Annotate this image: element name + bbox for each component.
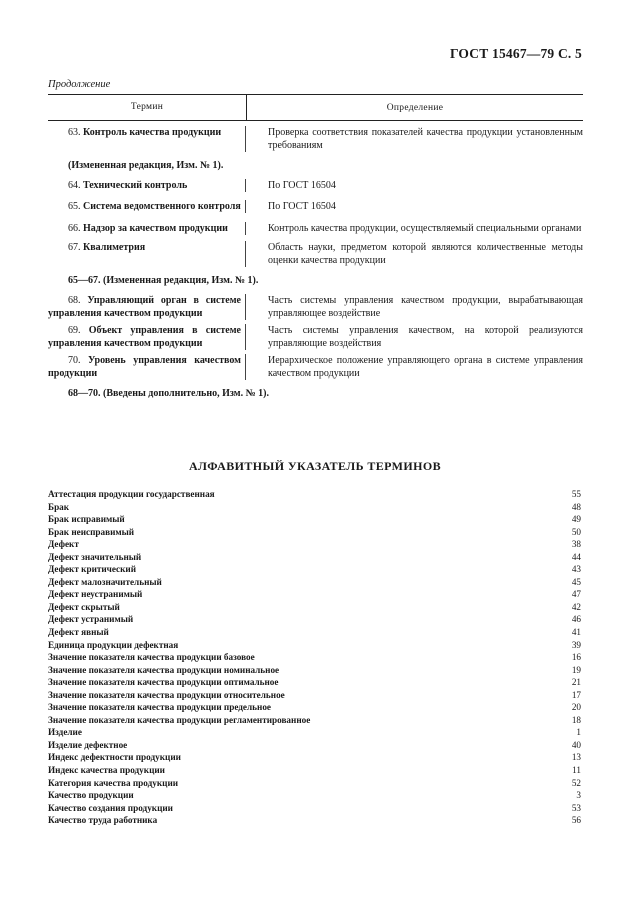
column-header-definition: Определение [386,102,444,113]
index-page-number: 16 [571,652,581,663]
index-entry [48,764,581,777]
index-page-number: 17 [571,689,581,700]
page-header: ГОСТ 15467—79 С. 5 [449,46,582,61]
index-page-number: 21 [571,677,581,688]
table-row [48,222,583,235]
index-term: Единица продукции дефектная [48,639,179,650]
term-text: Надзор за качеством продукции [83,223,228,234]
index-page-number: 18 [571,714,581,725]
index-page-number: 52 [571,777,581,788]
term-cell [48,200,246,213]
term-cell [48,179,246,192]
index-page-number: 55 [571,489,581,499]
term-number: 64. [68,180,81,191]
index-entry [48,513,581,526]
table-row [48,241,583,267]
continuation-label: Продолжение [48,79,111,90]
index-entry [48,789,581,802]
definition-cell: Часть системы управления качеством, на которой реализуются управляющие воздействия [268,325,583,349]
index-term: Индекс дефектности продукции [48,752,181,763]
term-text: Система ведомственного контроля [83,201,241,212]
index-term: Дефект критический [48,564,136,575]
index-page-number: 53 [571,802,581,813]
index-term: Изделие дефектное [48,739,128,750]
index-entry [48,501,581,514]
amendment-note: 65—67. (Измененная редакция, Изм. № 1). [68,275,259,286]
index-entry [48,488,581,501]
index-term: Дефект малозначительный [48,576,162,587]
term-number: 63. [68,127,81,138]
index-page-number: 56 [571,815,581,826]
term-text: Объект управления в системе управления качеством продукции [48,325,241,349]
index-page-number: 39 [571,639,581,650]
index-entry [48,563,581,576]
index-page-number: 47 [571,589,581,600]
index-term: Качество продукции [48,790,134,801]
index-entry [48,726,581,739]
index-entry [48,526,581,539]
index-entry [48,551,581,564]
index-page-number: 43 [571,564,581,575]
index-page-number: 38 [571,539,581,550]
index-entry [48,651,581,664]
index-term: Дефект явный [48,627,109,638]
index-entry [48,576,581,589]
term-text: Квалиметрия [83,242,146,253]
term-cell [48,241,246,267]
index-entry [48,613,581,626]
definition-cell: Проверка соответствия показателей качества продукции установленным требованиям [268,127,583,151]
index-page-number: 49 [571,514,581,525]
index-term: Брак исправимый [48,514,125,525]
term-cell [48,354,246,380]
index-page-number: 19 [571,664,581,675]
term-text: Уровень управления качеством продукции [48,355,241,379]
index-term: Категория качества продукции [48,777,179,788]
index-page-number: 45 [571,576,581,587]
index-term: Значение показателя качества продукции номинальное [48,664,280,675]
index-entry [48,739,581,752]
index-entry [48,689,581,702]
index-term: Дефект устранимый [48,614,134,625]
definition-cell: Часть системы управления качеством продукции, вырабатывающая управляющее воздействие [268,295,583,319]
terms-table [48,94,583,400]
index-entry [48,802,581,815]
term-number: 66. [68,223,81,234]
table-row [48,200,583,213]
definition-cell: Область науки, предметом которой являются количественные методы оценки качества продукции [268,242,583,266]
index-entry [48,777,581,790]
index-entry [48,588,581,601]
term-number: 67. [68,242,81,253]
table-row [48,179,583,192]
term-text: Управляющий орган в системе управления качеством продукции [48,295,241,319]
index-term: Значение показателя качества продукции предельное [48,702,271,713]
index-entry [48,751,581,764]
amendment-note: 68—70. (Введены дополнительно, Изм. № 1). [68,388,269,399]
index-page-number: 3 [576,790,581,801]
index-entry [48,664,581,677]
term-cell [48,294,246,320]
index-page-number: 48 [571,501,581,512]
term-cell [48,324,246,350]
table-header [48,94,583,121]
index-page-number: 11 [572,765,581,776]
definition-cell: По ГОСТ 16504 [268,201,336,212]
term-cell [48,222,246,235]
index-entry [48,601,581,614]
index-entry [48,626,581,639]
index-entry [48,701,581,714]
table-row [48,324,583,350]
index-term: Дефект [48,539,79,550]
index-term: Значение показателя качества продукции оптимальное [48,677,279,688]
index-term: Качество труда работника [48,815,158,826]
term-number: 69. [68,325,81,336]
term-number: 70. [68,355,81,366]
index-entry [48,814,581,827]
index-term: Изделие [48,727,82,738]
index-term: Дефект значительный [48,551,142,562]
index-term: Аттестация продукции государственная [48,489,215,499]
table-row [48,354,583,380]
index-term: Значение показателя качества продукции базовое [48,652,255,663]
table-row [48,126,583,152]
index-term: Качество создания продукции [48,802,173,813]
definition-cell: Контроль качества продукции, осуществляемый специальными органами [268,223,582,234]
index-page-number: 46 [571,614,581,625]
index-page-number: 20 [571,702,581,713]
index-page-number: 1 [576,727,581,738]
index-page-number: 42 [571,601,581,612]
index-entry [48,714,581,727]
definition-cell: Иерархическое положение управляющего органа в системе управления качеством продукции [268,355,583,379]
term-number: 68. [68,295,81,306]
index-term: Брак неисправимый [48,526,135,537]
index-page-number: 41 [571,627,581,638]
index-entry [48,639,581,652]
index-term: Дефект скрытый [48,601,120,612]
index-page-number: 13 [571,752,581,763]
index-title: АЛФАВИТНЫЙ УКАЗАТЕЛЬ ТЕРМИНОВ [188,459,442,473]
index-page-number: 40 [571,739,581,750]
index-entry [48,538,581,551]
index-entry [48,676,581,689]
term-text: Контроль качества продукции [83,127,222,138]
amendment-note: (Измененная редакция, Изм. № 1). [68,160,224,171]
index-page-number: 50 [571,526,581,537]
index-term: Значение показателя качества продукции регламентированное [48,714,311,725]
definition-cell: По ГОСТ 16504 [268,180,336,191]
index-list [48,488,581,827]
term-cell [48,126,246,152]
table-row [48,294,583,320]
column-header-term: Термин [48,95,247,120]
term-text: Технический контроль [83,180,188,191]
index-term: Дефект неустранимый [48,589,143,600]
index-term: Брак [48,501,70,512]
index-term: Индекс качества продукции [48,765,165,776]
term-number: 65. [68,201,81,212]
index-term: Значение показателя качества продукции относительное [48,689,285,700]
index-page-number: 44 [571,551,581,562]
